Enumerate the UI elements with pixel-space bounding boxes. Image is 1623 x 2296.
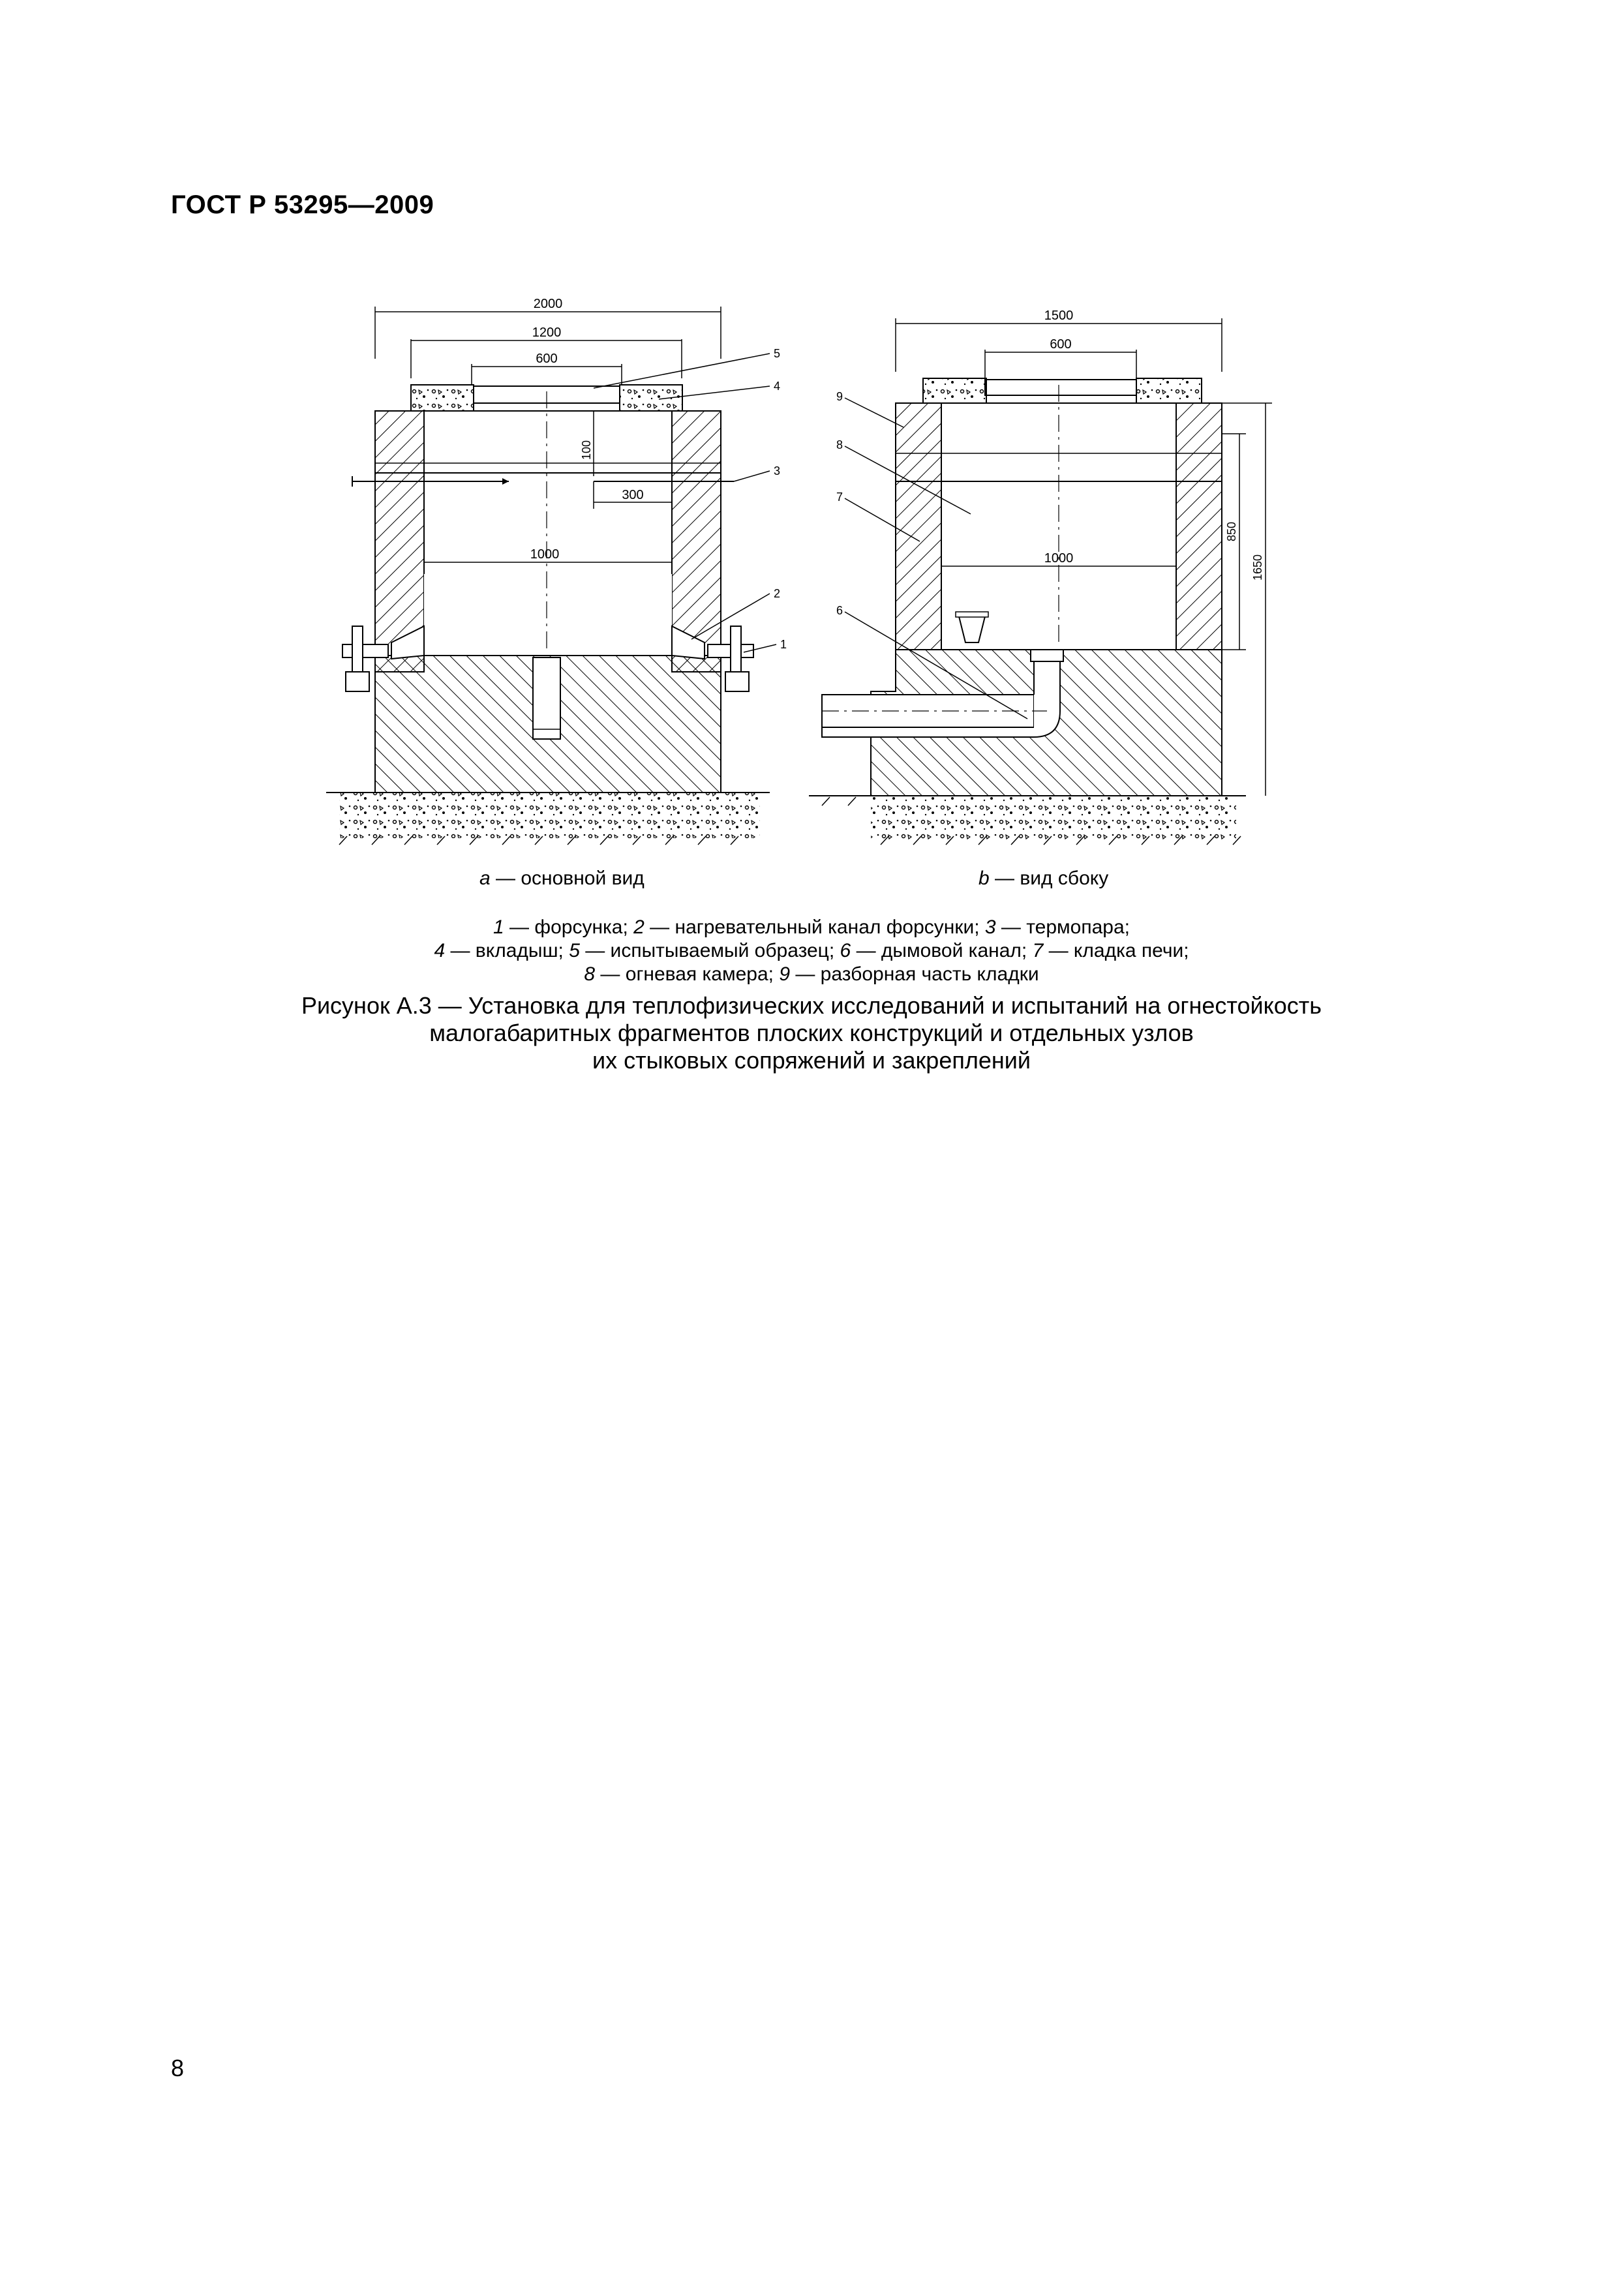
dim-b-850: 850 xyxy=(1225,521,1238,542)
dim-a-2000: 2000 xyxy=(533,297,563,311)
caption-line: малогабаритных фрагментов плоских конструкций и отдельных узлов xyxy=(429,1020,1194,1046)
dim-b-1000: 1000 xyxy=(1044,551,1074,566)
callout-b-6: 6 xyxy=(836,604,843,617)
legend-num: 1 xyxy=(493,916,504,938)
caption-line: их стыковых сопряжений и закреплений xyxy=(592,1047,1031,1074)
subcaption-b-letter: b xyxy=(978,868,990,889)
subcaption-a-text: — основной вид xyxy=(490,868,645,889)
callout-a-2: 2 xyxy=(774,587,781,600)
legend-num: 9 xyxy=(779,963,791,985)
legend-num: 8 xyxy=(584,963,596,985)
figure-a3 xyxy=(313,287,1331,874)
legend-num: 4 xyxy=(434,940,446,961)
dim-a-600: 600 xyxy=(536,352,558,366)
legend-num: 6 xyxy=(840,940,851,961)
subcaption-a-letter: a xyxy=(479,868,491,889)
view-a xyxy=(326,297,787,845)
figure-legend xyxy=(159,916,1464,986)
legend-text: — испытываемый образец; xyxy=(579,940,840,961)
subcaption-a xyxy=(479,868,645,890)
dim-a-100: 100 xyxy=(580,440,593,461)
dim-a-1000: 1000 xyxy=(530,547,560,562)
dim-b-1650: 1650 xyxy=(1251,554,1264,581)
legend-text: — вкладыш; xyxy=(445,940,569,961)
legend-text: — огневая камера; xyxy=(595,963,780,985)
callout-a-5: 5 xyxy=(774,347,781,360)
legend-text: — дымовой канал; xyxy=(851,940,1033,961)
dim-b-1500: 1500 xyxy=(1044,309,1074,323)
caption-line: Рисунок А.3 — Установка для теплофизических исследований и испытаний на огнестойкость xyxy=(301,992,1322,1019)
callout-b-8: 8 xyxy=(836,438,843,451)
legend-text: — нагревательный канал форсунки; xyxy=(644,916,985,938)
subcaption-b-text: — вид сбоку xyxy=(989,868,1109,889)
legend-text: — кладка печи; xyxy=(1043,940,1189,961)
figure-caption xyxy=(159,992,1464,1074)
callout-b-7: 7 xyxy=(836,491,843,504)
legend-text: — термопара; xyxy=(995,916,1130,938)
legend-text: — разборная часть кладки xyxy=(790,963,1039,985)
legend-text: — форсунка; xyxy=(504,916,634,938)
subcaption-b xyxy=(978,868,1108,890)
page-number: 8 xyxy=(171,2055,185,2081)
dim-a-1200: 1200 xyxy=(532,325,562,340)
legend-num: 5 xyxy=(569,940,580,961)
dim-b-600: 600 xyxy=(1050,337,1072,352)
legend-num: 7 xyxy=(1032,940,1044,961)
legend-num: 2 xyxy=(633,916,645,938)
furnace-drawing xyxy=(313,287,1331,874)
legend-line xyxy=(159,963,1464,986)
callout-a-3: 3 xyxy=(774,464,781,477)
legend-num: 3 xyxy=(984,916,996,938)
callout-a-4: 4 xyxy=(774,380,781,393)
legend-line xyxy=(159,939,1464,963)
view-b xyxy=(809,309,1272,845)
dim-a-300: 300 xyxy=(622,488,644,502)
callout-b-9: 9 xyxy=(836,390,843,403)
legend-line xyxy=(159,916,1464,939)
callout-a-1: 1 xyxy=(780,638,787,651)
document-header: ГОСТ Р 53295—2009 xyxy=(171,190,434,219)
